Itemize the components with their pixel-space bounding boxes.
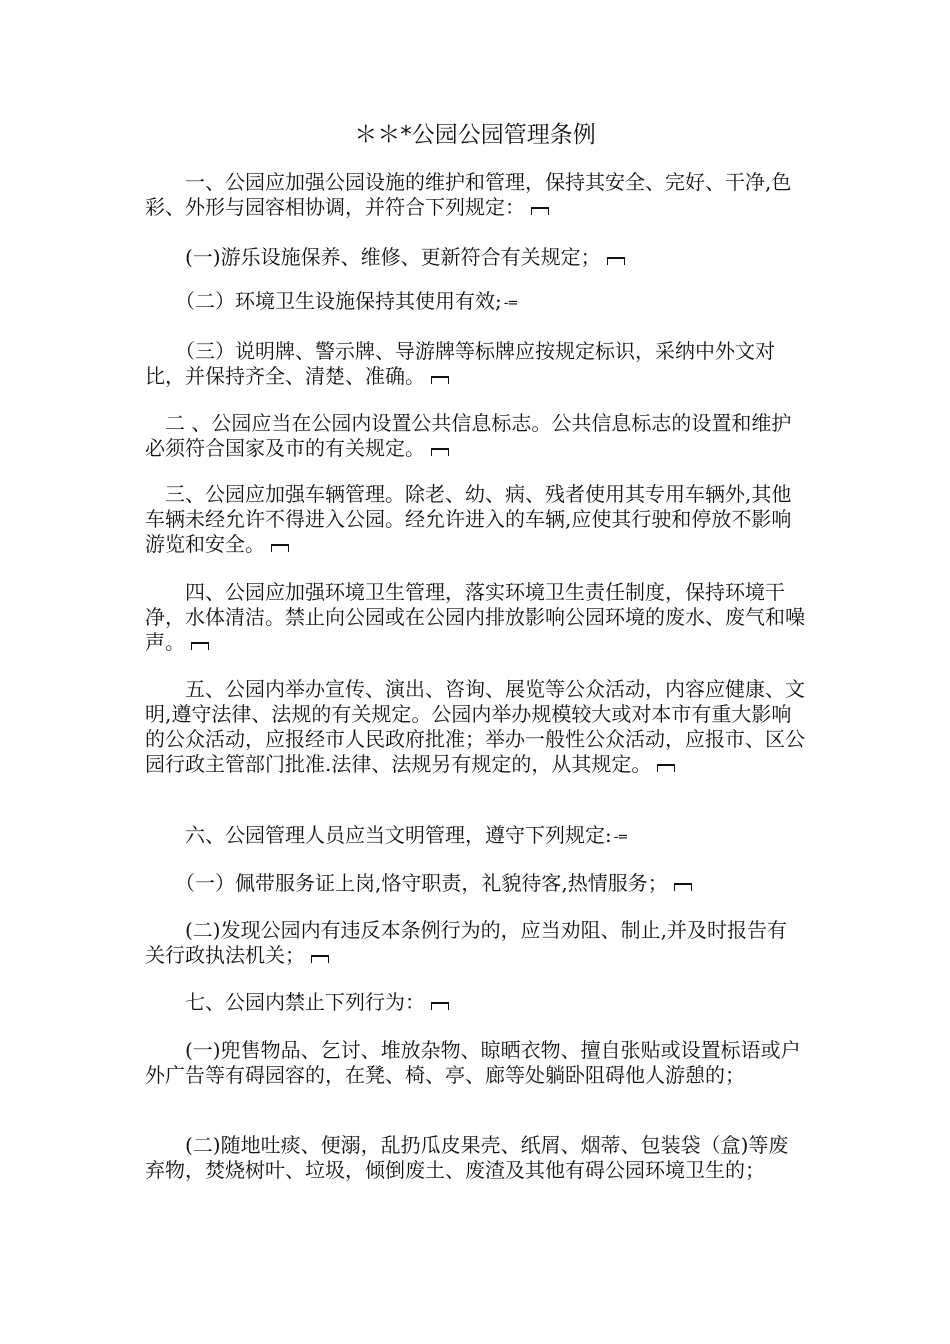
paragraph-text: （二）环境卫生设施保持其使用有效; xyxy=(145,289,502,313)
return-mark-icon xyxy=(271,544,289,552)
return-mark-icon xyxy=(431,376,449,384)
return-mark-icon xyxy=(674,883,692,891)
paragraph-4 xyxy=(145,339,805,389)
return-mark-icon xyxy=(531,207,549,215)
return-mark-icon xyxy=(431,1002,449,1010)
paragraph-text: 七、公园内禁止下列行为： xyxy=(145,990,425,1014)
paragraph-text: (一)游乐设施保养、维修、更新符合有关规定； xyxy=(145,245,601,269)
return-mark-icon xyxy=(431,448,449,456)
paragraph-10 xyxy=(145,871,805,896)
paragraph-14 xyxy=(145,1133,805,1183)
paragraph-2 xyxy=(145,245,805,270)
paragraph-text: 三、公园应加强车辆管理。除老、幼、病、残者使用其专用车辆外,其他车辆未经允许不得进入公园。经允许进入的车辆,应使其行驶和停放不影响游览和安全。 xyxy=(145,482,792,556)
paragraph-6 xyxy=(145,482,805,557)
paragraph-text: (二)随地吐痰、便溺，乱扔瓜皮果壳、纸屑、烟蒂、包装袋（盒)等废弃物，焚烧树叶、垃圾，倾倒废土、废渣及其他有碍公园环境卫生的； xyxy=(145,1133,789,1182)
paragraph-text: （三）说明牌、警示牌、导游牌等标牌应按规定标识，采纳中外文对比，并保持齐全、清楚、准确。 xyxy=(145,339,775,388)
paragraph-13 xyxy=(145,1038,805,1088)
return-mark-icon xyxy=(657,764,675,772)
paragraph-text: 四、公园应加强环境卫生管理，落实环境卫生责任制度，保持环境干净，水体清洁。禁止向公园或在公园内排放影响公园环境的废水、废气和噪声。 xyxy=(145,580,805,654)
paragraph-5 xyxy=(145,411,805,461)
paragraph-11 xyxy=(145,918,805,968)
return-mark-icon xyxy=(311,955,329,963)
paragraph-text: （一）佩带服务证上岗,恪守职责，礼貌待客,热情服务； xyxy=(145,871,668,895)
equals-mark-icon: -= xyxy=(503,296,518,311)
paragraph-text: 五、公园内举办宣传、演出、咨询、展览等公众活动，内容应健康、文明,遵守法律、法规的有关规定。公园内举办规模较大或对本市有重大影响的公众活动，应报经市人民政府批准；举办一般性公众活动，应报市、区公园行政主管部门批准.法律、法规另有规定的，从其规定。 xyxy=(145,677,805,776)
return-mark-icon xyxy=(191,642,209,650)
paragraph-3 xyxy=(145,289,805,314)
paragraph-text: 一、公园应加强公园设施的维护和管理，保持其安全、完好、干净,色彩、外形与园容相协调，并符合下列规定： xyxy=(145,170,792,219)
equals-mark-icon: -= xyxy=(613,830,628,845)
paragraph-7 xyxy=(145,580,805,655)
paragraph-text: 二 、公园应当在公园内设置公共信息标志。公共信息标志的设置和维护必须符合国家及市的有关规定。 xyxy=(145,411,792,460)
paragraph-1 xyxy=(145,170,805,220)
paragraph-9 xyxy=(145,823,805,848)
paragraph-12 xyxy=(145,990,805,1015)
paragraph-text: (二)发现公园内有违反本条例行为的，应当劝阻、制止,并及时报告有关行政执法机关； xyxy=(145,918,787,967)
return-mark-icon xyxy=(607,257,625,265)
paragraph-text: (一)兜售物品、乞讨、堆放杂物、晾晒衣物、擅自张贴或设置标语或户外广告等有碍园容的，在凳、椅、亭、廊等处躺卧阻碍他人游憩的； xyxy=(145,1038,801,1087)
document-title: ＊＊*公园公园管理条例 xyxy=(354,122,596,148)
paragraph-8 xyxy=(145,677,805,777)
paragraph-text: 六、公园管理人员应当文明管理，遵守下列规定: xyxy=(145,823,612,847)
